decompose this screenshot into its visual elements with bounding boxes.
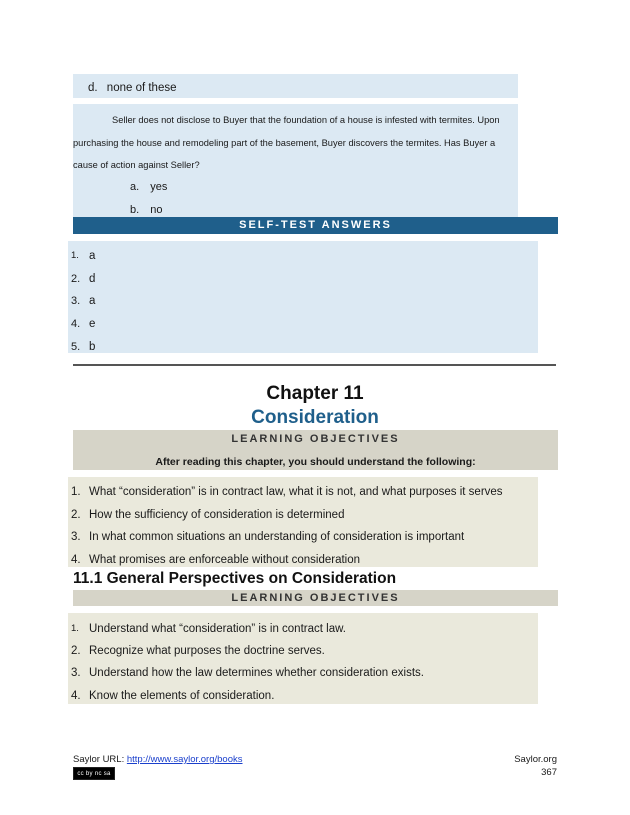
license-badge xyxy=(73,767,115,780)
self-test-item-number: 1. xyxy=(71,250,79,261)
objective-item-text: What promises are enforceable without consideration xyxy=(89,554,361,566)
self-test-item-text: e xyxy=(89,318,96,330)
quiz-answer-b xyxy=(130,204,163,216)
objective-item-text: Understand how the law determines whether consideration exists. xyxy=(89,667,424,679)
self-test-header: SELF-TEST ANSWERS xyxy=(73,217,558,234)
quiz-question-line-3: cause of action against Seller? xyxy=(73,160,200,170)
footer-url-link[interactable]: http://www.saylor.org/books xyxy=(126,754,243,765)
footer-page-number: 367 xyxy=(541,767,557,778)
self-test-item-text: b xyxy=(89,341,96,353)
objective-item-number: 3. xyxy=(71,667,81,679)
quiz-option-d xyxy=(88,82,177,94)
chapter-title: Consideration xyxy=(251,407,379,428)
objective-item-text: What “consideration” is in contract law, what it is not, and what purposes it serves xyxy=(89,486,503,498)
self-test-item-number: 3. xyxy=(71,295,81,307)
self-test-item-text: d xyxy=(89,273,96,285)
objective-item-number: 1. xyxy=(71,486,81,498)
quiz-answer-b-text: no xyxy=(150,204,163,216)
self-test-item-number: 4. xyxy=(71,318,81,330)
self-test-panel xyxy=(68,241,538,353)
quiz-option-d-letter: d. xyxy=(88,82,98,94)
self-test-item-number: 2. xyxy=(71,273,81,285)
section-title: 11.1 General Perspectives on Consideration xyxy=(73,570,397,587)
objective-item-number: 1. xyxy=(71,623,79,634)
license-badge-text: cc by nc sa xyxy=(74,768,114,779)
quiz-answer-a-text: yes xyxy=(150,181,168,193)
footer-site: Saylor.org xyxy=(514,754,557,765)
objective-item-text: Know the elements of consideration. xyxy=(89,690,275,702)
chapter-number: Chapter 11 xyxy=(266,383,364,404)
self-test-item-text: a xyxy=(89,295,96,307)
objective-item-number: 4. xyxy=(71,690,81,702)
quiz-answer-a-letter: a. xyxy=(130,181,140,193)
objective-item-number: 3. xyxy=(71,531,81,543)
quiz-question-line-2: purchasing the house and remodeling part of the basement, Buyer discovers the termites. Has Buyer a xyxy=(73,138,496,148)
learning-objectives-title-1: LEARNING OBJECTIVES xyxy=(231,433,400,445)
objective-item-text: Recognize what purposes the doctrine serves. xyxy=(89,645,325,657)
objective-item-number: 2. xyxy=(71,509,81,521)
objective-item-text: How the sufficiency of consideration is determined xyxy=(89,509,345,521)
footer-url-label: Saylor URL: xyxy=(73,754,127,765)
learning-objectives-intro: After reading this chapter, you should understand the following: xyxy=(155,456,476,468)
objective-item-text: Understand what “consideration” is in contract law. xyxy=(89,623,346,635)
quiz-question-line-1: Seller does not disclose to Buyer that the foundation of a house is infested with termites. Upon xyxy=(112,115,500,125)
section-divider xyxy=(73,364,556,366)
learning-objectives-header-2: LEARNING OBJECTIVES xyxy=(73,590,558,606)
quiz-answer-a xyxy=(130,181,167,193)
quiz-answer-b-letter: b. xyxy=(130,204,140,216)
self-test-item-number: 5. xyxy=(71,341,81,353)
self-test-item-text: a xyxy=(89,250,96,262)
objective-item-number: 2. xyxy=(71,645,81,657)
footer-saylor-url xyxy=(73,754,243,765)
objective-item-number: 4. xyxy=(71,554,81,566)
quiz-option-d-text: none of these xyxy=(106,82,177,94)
objective-item-text: In what common situations an understanding of consideration is important xyxy=(89,531,465,543)
